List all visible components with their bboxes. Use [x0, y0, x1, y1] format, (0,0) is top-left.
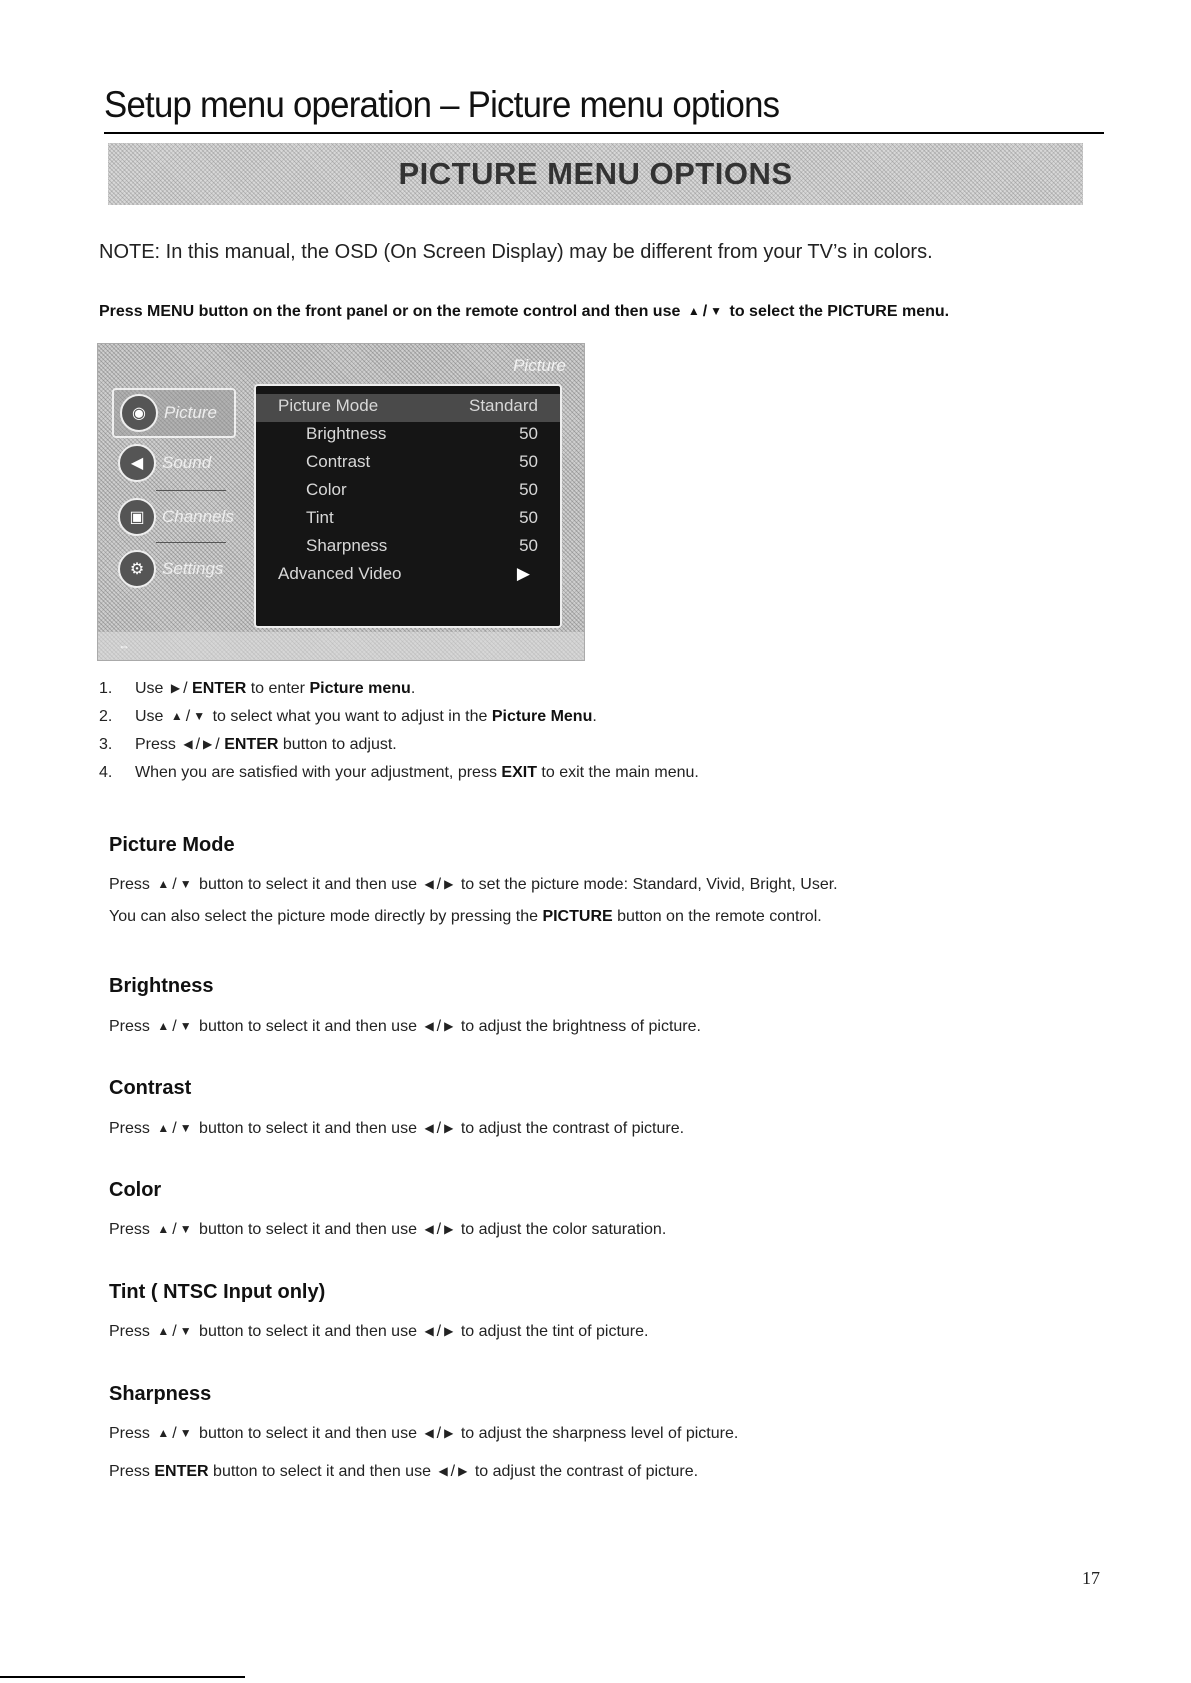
- osd-row-value: 50: [519, 480, 538, 499]
- channel-icon: ▣: [118, 498, 156, 536]
- step-number: 4.: [99, 764, 113, 781]
- slash: /: [436, 876, 442, 893]
- right-arrow-icon: ▶: [444, 1121, 454, 1135]
- step-text-b: to exit the main menu.: [541, 764, 699, 781]
- text: Press: [109, 1221, 150, 1238]
- text: to adjust the sharpness level of picture.: [460, 1425, 739, 1442]
- osd-tab-label: Picture: [513, 356, 566, 375]
- paragraph-picture-mode-2: [109, 908, 822, 926]
- osd-divider: [156, 490, 226, 491]
- right-arrow-icon: ▶: [444, 1324, 454, 1338]
- heading-picture-mode: Picture Mode: [109, 834, 235, 856]
- osd-sidebar-sound[interactable]: [112, 440, 242, 486]
- step-text-a: Use: [135, 708, 164, 725]
- text: Press: [109, 1425, 150, 1442]
- note-text: NOTE: In this manual, the OSD (On Screen Display) may be different from your TV’s in colors.: [99, 241, 933, 263]
- page-title: Setup menu operation – Picture menu options: [104, 84, 780, 125]
- left-arrow-icon: ◀: [183, 737, 193, 751]
- osd-row-color[interactable]: [256, 478, 560, 506]
- step-text-d: button to adjust.: [282, 736, 397, 753]
- paragraph-sharpness-2: [109, 1463, 698, 1481]
- osd-sidebar-label: Channels: [162, 507, 234, 526]
- bold-text: PICTURE: [542, 908, 613, 925]
- text: button to select it and then use: [199, 1323, 417, 1340]
- slash: /: [702, 303, 708, 320]
- page-number: 17: [1082, 1568, 1100, 1588]
- paragraph-sharpness-1: [109, 1425, 738, 1443]
- banner-text: PICTURE MENU OPTIONS: [398, 156, 793, 191]
- osd-row-label: Sharpness: [306, 536, 388, 555]
- step-text-c: to enter: [250, 680, 305, 697]
- step-text: [135, 708, 597, 726]
- right-arrow-icon: ▶: [444, 877, 454, 891]
- heading-sharpness: Sharpness: [109, 1383, 212, 1405]
- step-number: 2.: [99, 708, 113, 725]
- title-underline: [104, 132, 1104, 134]
- step-text-d: .: [592, 708, 597, 725]
- right-arrow-icon: ▶: [444, 1222, 454, 1236]
- step-bold: ENTER: [224, 736, 279, 753]
- down-arrow-icon: ▼: [179, 877, 192, 891]
- settings-icon: ⚙: [118, 550, 156, 588]
- slash: /: [172, 1120, 177, 1137]
- left-arrow-icon: ◀: [438, 1464, 448, 1478]
- slash: /: [172, 1425, 177, 1442]
- up-arrow-icon: ▲: [157, 1019, 170, 1033]
- left-arrow-icon: ◀: [424, 877, 434, 891]
- slash: /: [436, 1425, 442, 1442]
- up-arrow-icon: ▲: [157, 1426, 170, 1440]
- slash: /: [436, 1120, 442, 1137]
- osd-options-panel: [254, 384, 562, 628]
- step-text: [135, 680, 415, 698]
- up-arrow-icon: ▲: [170, 709, 183, 723]
- step-text-c: to select what you want to adjust in the: [212, 708, 488, 725]
- text: to adjust the brightness of picture.: [460, 1018, 701, 1035]
- text: button to select it and then use: [199, 876, 417, 893]
- text: button to select it and then use: [199, 1221, 417, 1238]
- text: button to select it and then use: [199, 1120, 417, 1137]
- osd-sidebar-picture[interactable]: [112, 388, 236, 438]
- osd-divider: [156, 542, 226, 543]
- up-arrow-icon: ▲: [157, 1324, 170, 1338]
- paragraph-color: [109, 1221, 666, 1239]
- osd-row-picture-mode[interactable]: [256, 394, 560, 422]
- osd-row-label: Contrast: [306, 452, 371, 471]
- right-arrow-icon: ▶: [203, 737, 213, 751]
- bold-text: ENTER: [154, 1463, 209, 1480]
- osd-row-tint[interactable]: [256, 506, 560, 534]
- menu-instruction: [99, 303, 949, 321]
- text: button to select it and then use: [199, 1425, 417, 1442]
- down-arrow-icon: ▼: [179, 1019, 192, 1033]
- slash: /: [185, 708, 191, 725]
- osd-row-label: Tint: [306, 508, 334, 527]
- osd-row-advanced-video[interactable]: [256, 562, 560, 590]
- chevron-right-icon: ▶: [516, 564, 530, 583]
- instruction-pre: Press MENU button on the front panel or on the remote control and then use: [99, 303, 681, 320]
- up-arrow-icon: ▲: [687, 304, 700, 318]
- step-text-a: Press: [135, 736, 176, 753]
- right-arrow-icon: ▶: [170, 681, 181, 695]
- text: Press: [109, 1018, 150, 1035]
- slash: /: [172, 1221, 177, 1238]
- osd-sidebar-label: Settings: [162, 559, 224, 578]
- text: button to select it and then use: [199, 1018, 417, 1035]
- slash: /: [183, 680, 188, 697]
- step-bold: Picture menu: [309, 680, 411, 697]
- osd-row-value: 50: [519, 452, 538, 471]
- osd-sidebar-channels[interactable]: [112, 494, 242, 540]
- left-arrow-icon: ◀: [424, 1121, 434, 1135]
- osd-sidebar-settings[interactable]: [112, 546, 242, 592]
- slash: /: [450, 1463, 456, 1480]
- left-arrow-icon: ◀: [424, 1426, 434, 1440]
- footer-rule: [0, 1676, 245, 1678]
- heading-tint: Tint ( NTSC Input only): [109, 1281, 326, 1303]
- paragraph-tint: [109, 1323, 648, 1341]
- text: to adjust the contrast of picture.: [460, 1120, 685, 1137]
- slash: /: [172, 1018, 177, 1035]
- navigate-icon: ⇔: [118, 639, 130, 653]
- down-arrow-icon: ▼: [179, 1426, 192, 1440]
- step-bold: ENTER: [192, 680, 247, 697]
- heading-brightness: Brightness: [109, 975, 214, 997]
- slash: /: [172, 876, 177, 893]
- osd-row-label: Brightness: [306, 424, 387, 443]
- paragraph-contrast: [109, 1120, 684, 1138]
- step-number: 1.: [99, 680, 113, 697]
- osd-row-label: Color: [306, 480, 347, 499]
- up-arrow-icon: ▲: [157, 1121, 170, 1135]
- step-number: 3.: [99, 736, 113, 753]
- osd-row-contrast[interactable]: [256, 450, 560, 478]
- heading-color: Color: [109, 1179, 162, 1201]
- down-arrow-icon: ▼: [179, 1121, 192, 1135]
- step-bold: Picture Menu: [491, 708, 593, 725]
- step-bold: EXIT: [501, 764, 537, 781]
- text: Press: [109, 1120, 150, 1137]
- text: Press: [109, 1463, 150, 1480]
- slash: /: [436, 1221, 442, 1238]
- text: You can also select the picture mode directly by pressing the: [109, 908, 538, 925]
- text: Press: [109, 1323, 150, 1340]
- paragraph-picture-mode-1: [109, 876, 838, 894]
- paragraph-brightness: [109, 1018, 701, 1036]
- step-text: [135, 764, 699, 782]
- down-arrow-icon: ▼: [179, 1222, 192, 1236]
- instruction-post: to select the PICTURE menu.: [729, 303, 950, 320]
- slash: /: [195, 736, 201, 753]
- slash: /: [436, 1018, 442, 1035]
- osd-sidebar-label: Picture: [164, 403, 217, 422]
- text: Press: [109, 876, 150, 893]
- slash: /: [172, 1323, 177, 1340]
- text: to adjust the contrast of picture.: [474, 1463, 699, 1480]
- heading-contrast: Contrast: [109, 1077, 192, 1099]
- step-text: [135, 736, 397, 754]
- osd-row-value: 50: [519, 508, 538, 527]
- osd-footer-bar: [98, 632, 584, 660]
- left-arrow-icon: ◀: [424, 1222, 434, 1236]
- right-arrow-icon: ▶: [444, 1019, 454, 1033]
- text: button to select it and then use: [213, 1463, 431, 1480]
- picture-icon: ◉: [120, 394, 158, 432]
- step-text-a: When you are satisfied with your adjustment, press: [135, 764, 497, 781]
- right-arrow-icon: ▶: [444, 1426, 454, 1440]
- step-text-d: .: [410, 680, 416, 697]
- up-arrow-icon: ▲: [157, 877, 170, 891]
- osd-sidebar-label: Sound: [162, 453, 212, 472]
- osd-row-label: Picture Mode: [278, 396, 379, 415]
- down-arrow-icon: ▼: [193, 709, 206, 723]
- text: to adjust the tint of picture.: [460, 1323, 649, 1340]
- left-arrow-icon: ◀: [424, 1019, 434, 1033]
- speaker-icon: ◀: [118, 444, 156, 482]
- right-arrow-icon: ▶: [458, 1464, 468, 1478]
- slash: /: [215, 736, 220, 753]
- step-text-a: Use: [135, 680, 164, 697]
- osd-picture-menu: [97, 343, 585, 661]
- slash: /: [436, 1323, 442, 1340]
- osd-row-label: Advanced Video: [278, 564, 402, 583]
- osd-row-value: 50: [519, 424, 538, 443]
- up-arrow-icon: ▲: [157, 1222, 170, 1236]
- osd-row-value: 50: [519, 536, 538, 555]
- left-arrow-icon: ◀: [424, 1324, 434, 1338]
- text: to adjust the color saturation.: [460, 1221, 667, 1238]
- text: button on the remote control.: [617, 908, 822, 925]
- osd-row-brightness[interactable]: [256, 422, 560, 450]
- section-banner: [108, 143, 1083, 205]
- osd-row-sharpness[interactable]: [256, 534, 560, 562]
- osd-row-value: Standard: [469, 396, 538, 415]
- down-arrow-icon: ▼: [179, 1324, 192, 1338]
- down-arrow-icon: ▼: [710, 304, 723, 318]
- text: to set the picture mode: Standard, Vivid, Bright, User.: [460, 876, 838, 893]
